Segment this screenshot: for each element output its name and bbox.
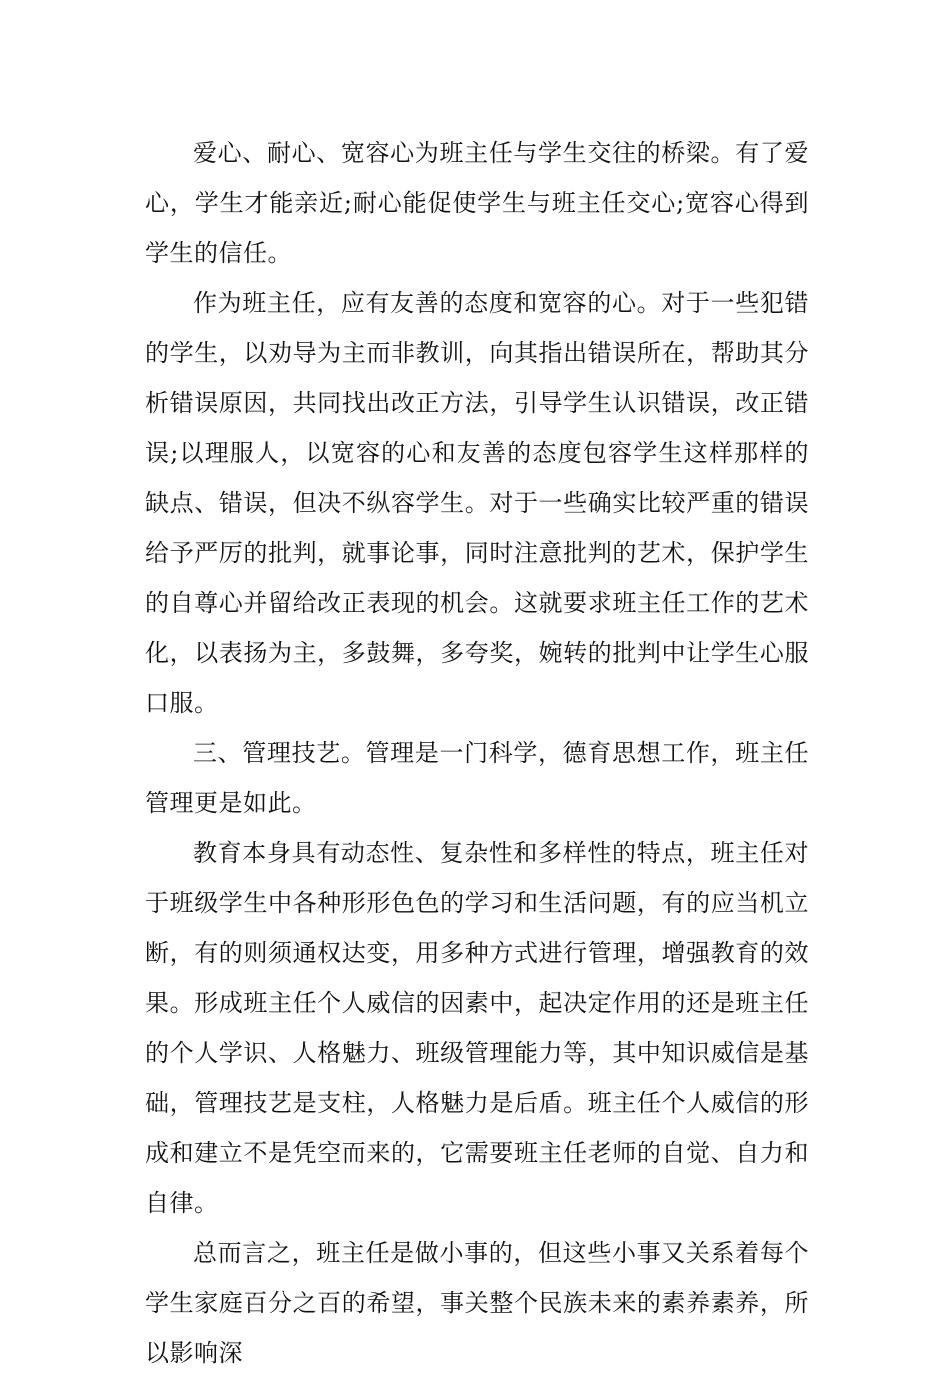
document-body [145,128,809,1378]
paragraph-5: 总而言之，班主任是做小事的，但这些小事又关系着每个学生家庭百分之百的希望，事关整个民族未来的素养素养，所以影响深 [145,1239,809,1367]
paragraph-4: 教育本身具有动态性、复杂性和多样性的特点，班主任对于班级学生中各种形形色色的学习和生活问题，有的应当机立断，有的则须通权达变，用多种方式进行管理，增强教育的效果。形成班主任个人威信的因素中，起决定作用的还是班主任的个人学识、人格魅力、班级管理能力等，其中知识威信是基础，管理技艺是支柱，人格魅力是后盾。班主任个人威信的形成和建立不是凭空而来的，它需要班主任老师的自觉、自力和自律。 [145,839,809,1217]
paragraph-2: 作为班主任，应有友善的态度和宽容的心。对于一些犯错的学生，以劝导为主而非教训，向其指出错误所在，帮助其分析错误原因，共同找出改正方法，引导学生认识错误，改正错误;以理服人，以宽容的心和友善的态度包容学生这样那样的缺点、错误，但决不纵容学生。对于一些确实比较严重的错误给予严厉的批判，就事论事，同时注意批判的艺术，保护学生的自尊心并留给改正表现的机会。这就要求班主任工作的艺术化，以表扬为主，多鼓舞，多夸奖，婉转的批判中让学生心服口服。 [145,289,809,717]
paragraph-3: 三、管理技艺。管理是一门科学，德育思想工作，班主任管理更是如此。 [145,739,809,817]
paragraph-1: 爱心、耐心、宽容心为班主任与学生交往的桥梁。有了爱心，学生才能亲近;耐心能促使学生与班主任交心;宽容心得到学生的信任。 [145,139,809,267]
